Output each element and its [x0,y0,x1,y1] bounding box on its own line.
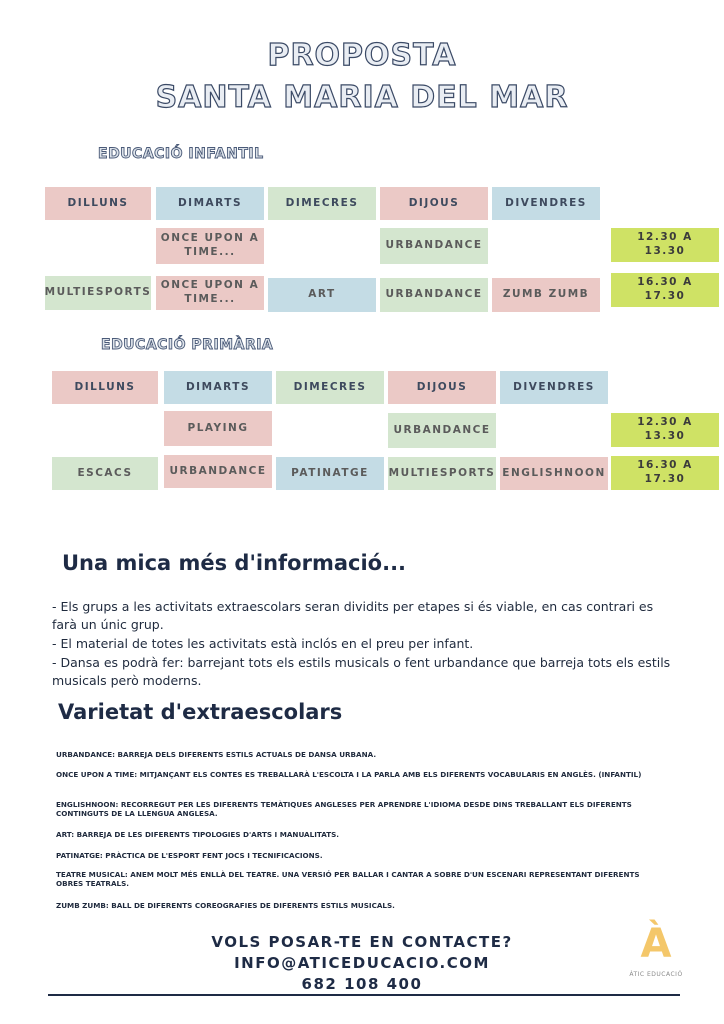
footer-divider [48,994,680,996]
primaria-header-dilluns: DILLUNS [52,371,158,404]
info-heading: Una mica més d'informació... [62,551,407,575]
varietat-item-patinatge: PATINATGE: PRÀCTICA DE L'ESPORT FENT JOCS I TECNIFICACIONS. [56,851,323,860]
infantil-cell-dimarts-2: ONCE UPON A TIME... [156,276,264,310]
primaria-time-2: 16.30 A 17.30 [611,456,719,490]
primaria-cell-dimarts-2: URBANDANCE [164,455,272,488]
primaria-cell-dilluns-2: ESCACS [52,457,158,490]
info-line-2: - El material de totes les activitats està inclós en el preu per infant. [52,636,474,651]
varietat-item-once-upon-a-time: ONCE UPON A TIME: MITJANÇANT ELS CONTES ES TREBALLARÀ L'ESCOLTA I LA PARLA AMB ELS DIFERENTS VOCABULARIS EN ANGLÈS. (INFANTIL) [56,770,642,779]
infantil-header-dimarts: DIMARTS [156,187,264,220]
infantil-header-dimecres: DIMECRES [268,187,376,220]
infantil-time-1: 12.30 A 13.30 [611,228,719,262]
infantil-section-title: EDUCACIÓ INFANTIL [98,146,264,162]
contact-email[interactable]: INFO@ATICEDUCACIO.COM [234,954,490,972]
infantil-cell-dimecres-2: ART [268,278,376,312]
varietat-heading: Varietat d'extraescolars [58,700,343,724]
logo-text: ÀTIC EDUCACIÓ [629,971,683,978]
primaria-cell-dijous-1: URBANDANCE [388,413,496,448]
infantil-cell-dijous-1: URBANDANCE [380,228,488,264]
infantil-cell-dijous-2: URBANDANCE [380,278,488,312]
infantil-cell-dilluns-2: MULTIESPORTS [45,276,151,310]
infantil-header-dijous: DIJOUS [380,187,488,220]
varietat-item-urbandance: URBANDANCE: BARREJA DELS DIFERENTS ESTILS ACTUALS DE DANSA URBANA. [56,750,377,759]
infantil-cell-divendres-2: ZUMB ZUMB [492,278,600,312]
infantil-header-divendres: DIVENDRES [492,187,600,220]
info-line-3: - Dansa es podrà fer: barrejant tots els estils musicals o fent urbandance que barreja tots els estils musicals però moderns. [52,655,671,688]
contact-question: VOLS POSAR-TE EN CONTACTE? [211,933,513,951]
primaria-header-divendres: DIVENDRES [500,371,608,404]
varietat-item-englishnoon: ENGLISHNOON: RECORREGUT PER LES DIFERENTS TEMÀTIQUES ANGLESES PER APRENDRE L'IDIOMA DESDE DINS TREBALLANT ELS DIFERENTS CONTINGUTS DE LA LLENGUA ANGLESA. [56,800,632,818]
info-line-1: - Els grups a les activitats extraescolars seran dividits per etapes si és viable, en cas contrari es farà un únic grup. [52,599,654,632]
varietat-item-art: ART: BARREJA DE LES DIFERENTS TIPOLOGIES D'ARTS I MANUALITATS. [56,830,340,839]
primaria-header-dimecres: DIMECRES [276,371,384,404]
infantil-time-2: 16.30 A 17.30 [611,273,719,307]
atic-educacio-logo [626,915,686,985]
varietat-item-zumb-zumb: ZUMB ZUMB: BALL DE DIFERENTS COREOGRAFIES DE DIFERENTS ESTILS MUSICALS. [56,901,395,910]
primaria-cell-dimarts-1: PLAYING [164,411,272,446]
page-title-line1: PROPOSTA [267,38,457,73]
logo-letter: À [640,921,672,967]
infantil-header-dilluns: DILLUNS [45,187,151,220]
primaria-header-dimarts: DIMARTS [164,371,272,404]
varietat-item-teatre-musical: TEATRE MUSICAL: ANEM MOLT MÉS ENLLÀ DEL TEATRE. UNA VERSIÓ PER BALLAR I CANTAR A SOBRE D'UN ESCENARI REPRESENTANT DIFERENTS OBRES TEATRALS. [56,870,640,888]
primaria-cell-dimecres-2: PATINATGE [276,457,384,490]
page-title-line2: SANTA MARIA DEL MAR [155,80,569,115]
primaria-time-1: 12.30 A 13.30 [611,413,719,447]
infantil-cell-dimarts-1: ONCE UPON A TIME... [156,228,264,264]
primaria-header-dijous: DIJOUS [388,371,496,404]
primaria-cell-divendres-2: ENGLISHNOON [500,457,608,490]
primaria-section-title: EDUCACIÓ PRIMÀRIA [101,337,274,353]
primaria-cell-dijous-2: MULTIESPORTS [388,457,496,490]
contact-phone[interactable]: 682 108 400 [301,975,423,993]
